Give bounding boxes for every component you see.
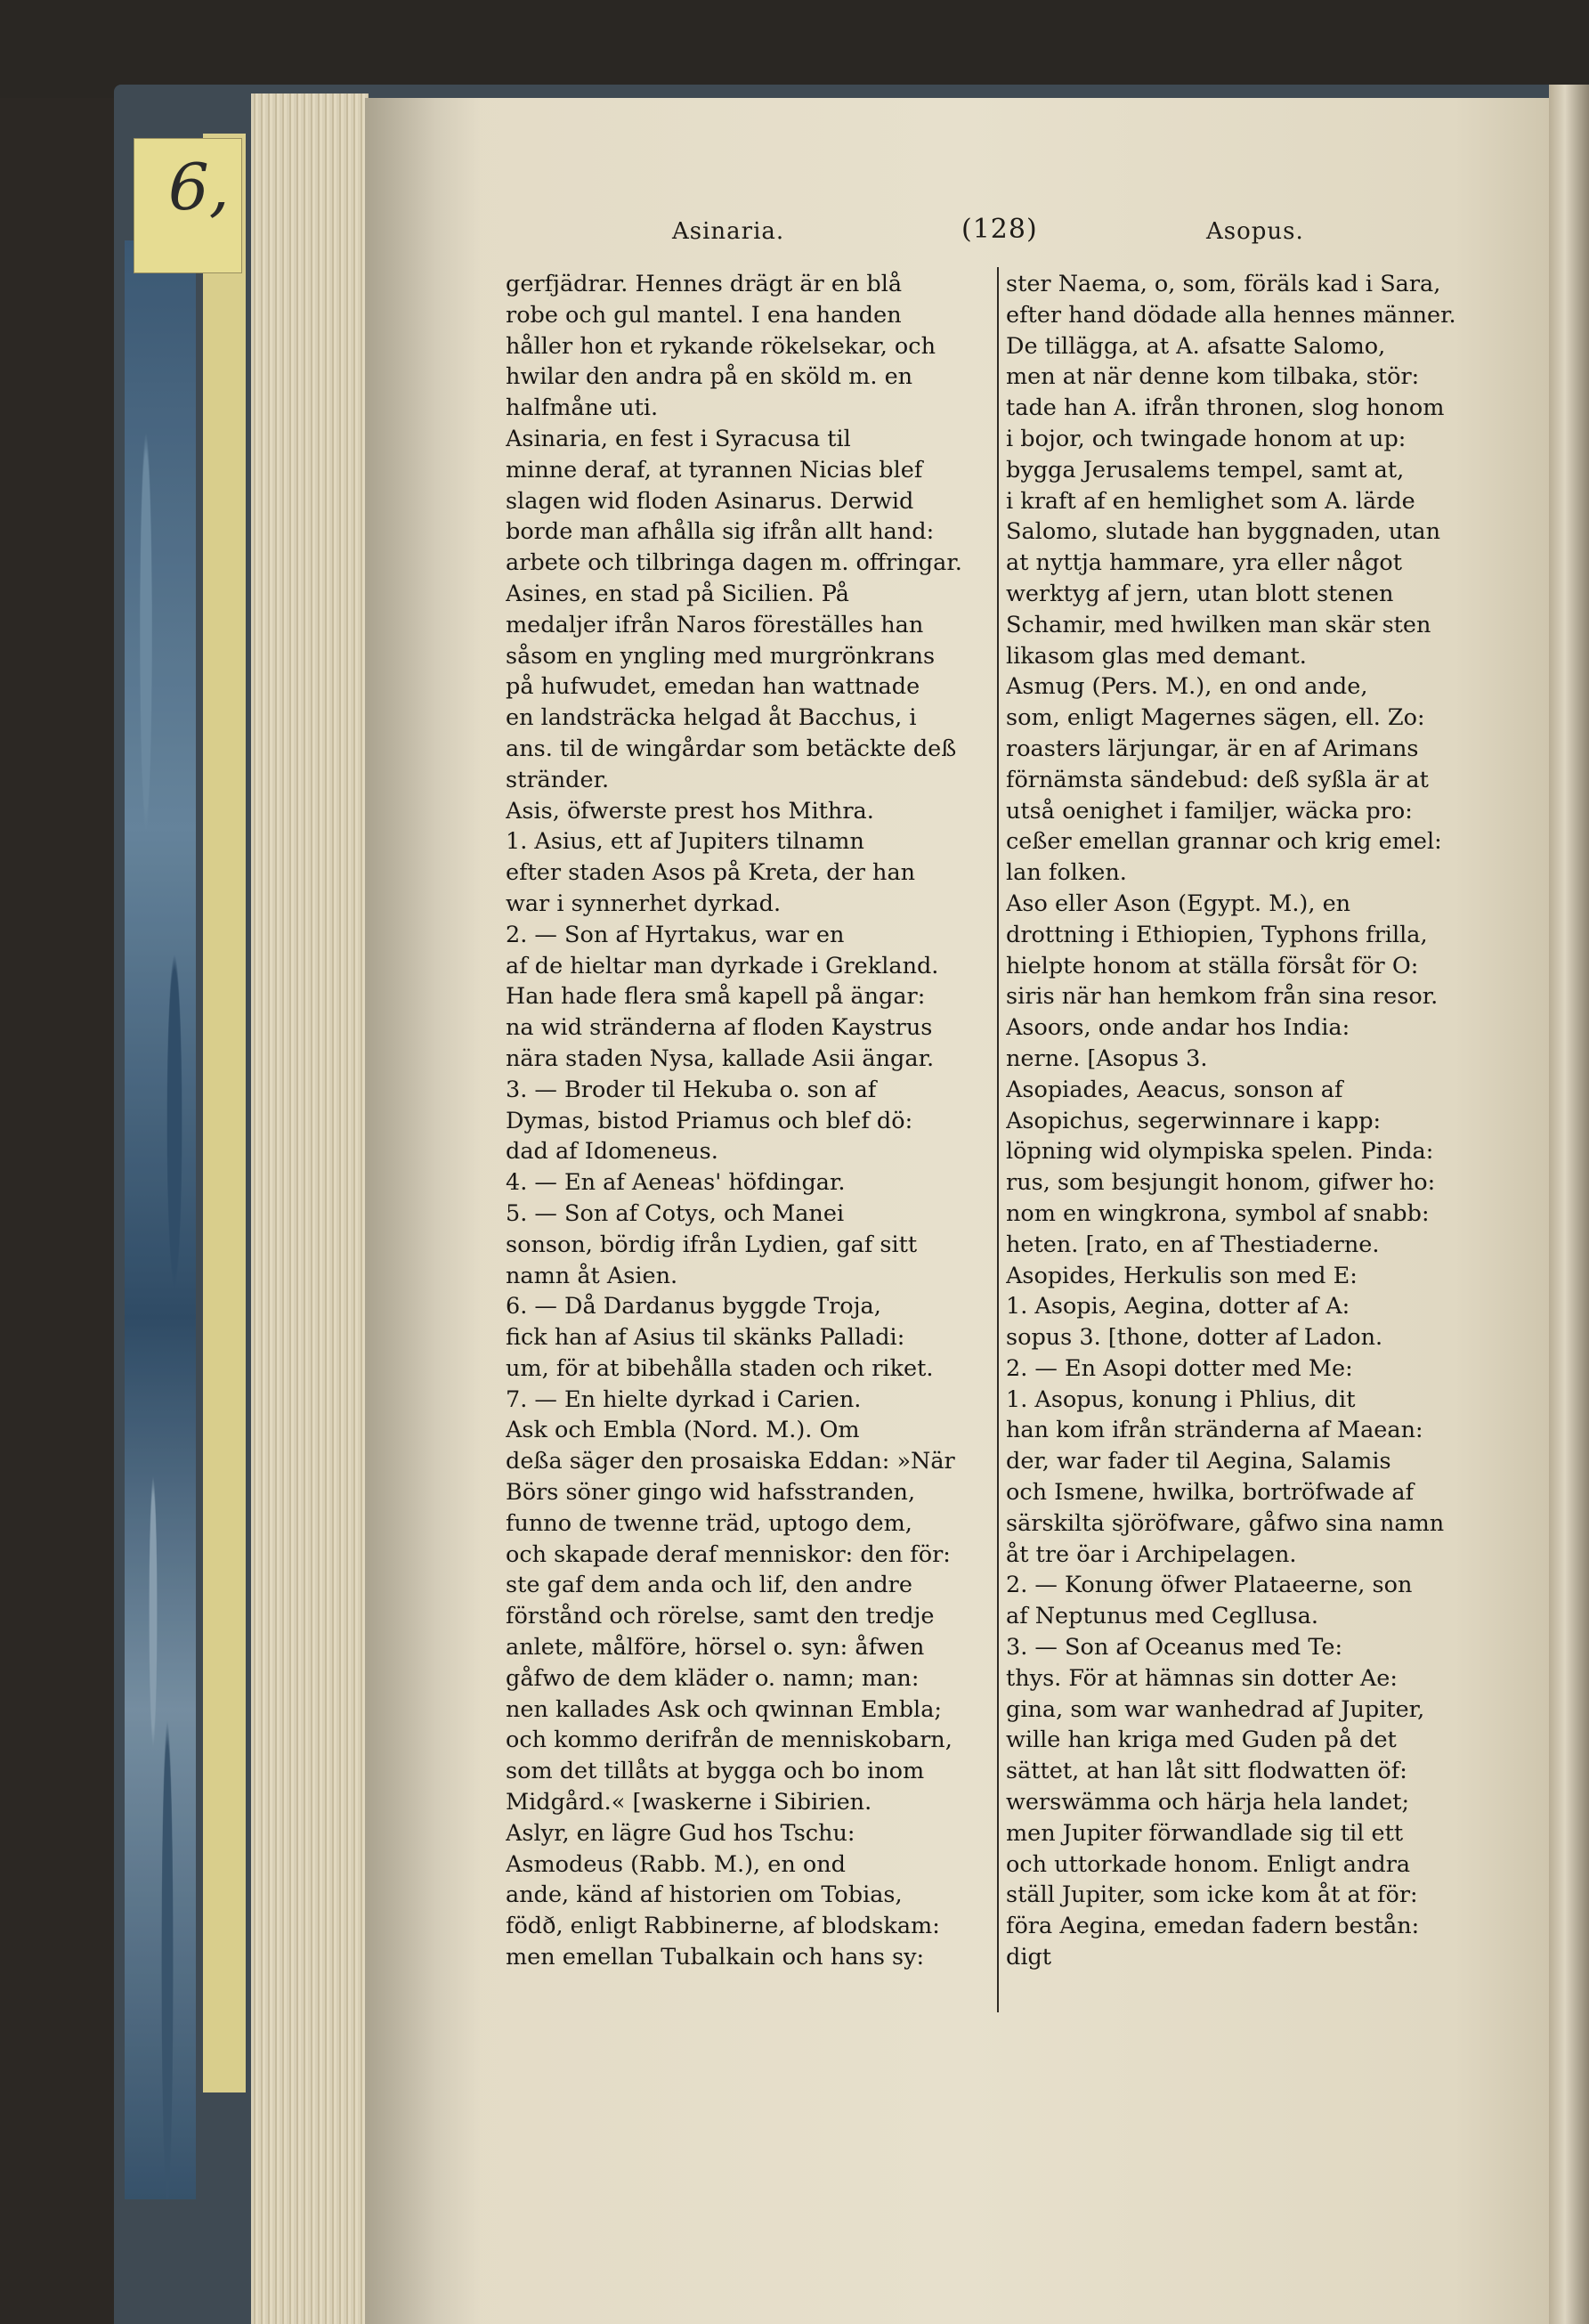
text-line: 3. — Son af Oceanus med Te:: [1006, 1634, 1343, 1662]
text-line: robe och gul mantel. I ena handen: [506, 301, 902, 329]
text-line: sopus 3. [thone, dotter af Ladon.: [1006, 1324, 1383, 1352]
text-line: Midgård.« [waskerne i Sibirien.: [506, 1789, 872, 1816]
text-line: ande, känd af historien om Tobias,: [506, 1881, 903, 1909]
text-line: at nyttja hammare, yra eller något: [1006, 549, 1403, 577]
marbled-endpaper: [125, 240, 196, 2199]
text-line: af de hieltar man dyrkade i Grekland.: [506, 952, 939, 979]
text-line: 2. — Konung öfwer Plataeerne, son: [1006, 1572, 1413, 1599]
text-line: sonson, bördig ifrån Lydien, gaf sitt: [506, 1231, 918, 1258]
text-line: war i synnerhet dyrkad.: [506, 890, 782, 917]
text-line: födð, enligt Rabbinerne, af blodskam:: [506, 1913, 940, 1940]
text-line: Asines, en stad på Sicilien. På: [506, 580, 849, 607]
text-line: men Jupiter förwandlade sig til ett: [1006, 1819, 1404, 1847]
text-line: men at när denne kom tilbaka, stör:: [1006, 363, 1420, 391]
running-header-right: Asopus.: [1206, 218, 1304, 245]
text-line: förstånd och rörelse, samt den tredje: [506, 1603, 935, 1630]
text-line: 6. — Då Dardanus byggde Troja,: [506, 1293, 881, 1320]
text-line: rus, som besjungit honom, gifwer ho:: [1006, 1169, 1436, 1197]
text-line: heten. [rato, en af Thestiaderne.: [1006, 1231, 1380, 1258]
text-line: efter staden Asos på Kreta, der han: [506, 859, 916, 887]
text-line: 5. — Son af Cotys, och Manei: [506, 1199, 845, 1227]
text-line: borde man afhålla sig ifrån allt hand:: [506, 518, 935, 546]
column-divider: [997, 267, 999, 2012]
text-line: Schamir, med hwilken man skär sten: [1006, 611, 1431, 638]
text-line: nom en wingkrona, symbol af snabb:: [1006, 1199, 1430, 1227]
text-line: ster Naema, o, som, föräls kad i Sara,: [1006, 271, 1441, 297]
text-line: werswämma och härja hela landet;: [1006, 1789, 1410, 1816]
text-line: såsom en yngling med murgrönkrans: [506, 642, 936, 670]
text-line: och skapade deraf menniskor: den för:: [506, 1540, 951, 1568]
text-line: halfmåne uti.: [506, 394, 659, 422]
text-line: nära staden Nysa, kallade Asii ängar.: [506, 1044, 935, 1072]
text-line: i kraft af en hemlighet som A. lärde: [1006, 487, 1415, 515]
text-line: Asopichus, segerwinnare i kapp:: [1006, 1107, 1382, 1134]
text-line: tade han A. ifrån thronen, slog honom: [1006, 394, 1445, 422]
text-line: Asopiades, Aeacus, sonson af: [1006, 1076, 1343, 1103]
text-line: digt: [1006, 1944, 1052, 1971]
text-line: werktyg af jern, utan blott stenen: [1006, 580, 1394, 607]
text-line: håller hon et rykande rökelsekar, och: [506, 332, 936, 360]
text-line: arbete och tilbringa dagen m. offringar.: [506, 549, 962, 577]
text-line: af Neptunus med Cegllusa.: [1006, 1603, 1318, 1630]
text-line: 3. — Broder til Hekuba o. son af: [506, 1076, 877, 1103]
text-line: nerne. [Asopus 3.: [1006, 1044, 1208, 1072]
text-line: han kom ifrån stränderna af Maean:: [1006, 1417, 1423, 1444]
text-line: och uttorkade honom. Enligt andra: [1006, 1850, 1411, 1878]
text-line: anlete, målföre, hörsel o. syn: åfwen: [506, 1634, 925, 1662]
text-line: hielpte honom at ställa försåt för O:: [1006, 952, 1419, 979]
gutter-shadow: [365, 98, 481, 2324]
text-line: 1. Asopis, Aegina, dotter af A:: [1006, 1293, 1350, 1320]
text-line: thys. För at hämnas sin dotter Ae:: [1006, 1664, 1398, 1692]
text-line: som det tillåts at bygga och bo inom: [506, 1758, 925, 1785]
text-line: Asis, öfwerste prest hos Mithra.: [506, 797, 874, 825]
text-line: särskilta sjöröfware, gåfwo sina namn: [1006, 1509, 1445, 1537]
text-line: ställ Jupiter, som icke kom åt at för:: [1006, 1881, 1418, 1909]
text-line: utså oenighet i familjer, wäcka pro:: [1006, 797, 1413, 825]
cover-right-edge: [1549, 85, 1589, 2324]
text-line: medaljer ifrån Naros föreställes han: [506, 611, 924, 638]
text-line: deßa säger den prosaiska Eddan: »När: [506, 1448, 955, 1475]
text-line: hwilar den andra på en sköld m. en: [506, 363, 913, 391]
text-line: Asopides, Herkulis son med E:: [1006, 1262, 1358, 1289]
text-line: slagen wid floden Asinarus. Derwid: [506, 487, 914, 515]
spine-paper-strip: [203, 134, 246, 2092]
running-header-left: Asinaria.: [672, 218, 785, 245]
text-line: 2. — En Asopi dotter med Me:: [1006, 1354, 1353, 1382]
text-line: ceßer emellan grannar och krig emel:: [1006, 828, 1442, 856]
text-line: på hufwudet, emedan han wattnade: [506, 673, 920, 701]
text-line: och kommo derifrån de menniskobarn,: [506, 1727, 953, 1754]
text-line: en landsträcka helgad åt Bacchus, i: [506, 704, 917, 732]
text-line: um, för at bibehålla staden och riket.: [506, 1354, 934, 1382]
text-line: gerfjädrar. Hennes drägt är en blå: [506, 271, 903, 297]
text-line: i bojor, och twingade honom at up:: [1006, 425, 1407, 452]
text-line: wille han kriga med Guden på det: [1006, 1727, 1397, 1754]
text-line: som, enligt Magernes sägen, ell. Zo:: [1006, 704, 1425, 732]
text-line: stränder.: [506, 766, 610, 793]
text-line: Asoors, onde andar hos India:: [1006, 1014, 1350, 1042]
text-line: fick han af Asius til skänks Palladi:: [506, 1324, 905, 1352]
text-line: dad af Idomeneus.: [506, 1138, 718, 1166]
text-line: siris när han hemkom från sina resor.: [1006, 983, 1439, 1011]
text-line: lan folken.: [1006, 859, 1127, 887]
text-line: Ask och Embla (Nord. M.). Om: [506, 1417, 860, 1444]
text-line: De tillägga, at A. afsatte Salomo,: [1006, 332, 1386, 360]
page-stack-edges: [251, 93, 369, 2324]
text-line: roasters lärjungar, är en af Arimans: [1006, 735, 1419, 762]
text-line: likasom glas med demant.: [1006, 642, 1307, 670]
text-line: och Ismene, hwilka, bortröfwade af: [1006, 1479, 1415, 1507]
text-line: 7. — En hielte dyrkad i Carien.: [506, 1385, 862, 1413]
text-column-left: [506, 269, 991, 2014]
text-line: åt tre öar i Archipelagen.: [1006, 1540, 1297, 1568]
text-line: sättet, at han låt sitt flodwatten öf:: [1006, 1758, 1407, 1785]
text-line: Salomo, slutade han byggnaden, utan: [1006, 518, 1441, 546]
text-line: gina, som war wanhedrad af Jupiter,: [1006, 1695, 1425, 1723]
text-line: der, war fader til Aegina, Salamis: [1006, 1448, 1391, 1475]
text-line: minne deraf, at tyrannen Nicias blef: [506, 456, 923, 483]
text-line: men emellan Tubalkain och hans sy:: [506, 1944, 925, 1971]
text-line: Aso eller Ason (Egypt. M.), en: [1006, 890, 1351, 917]
text-line: 4. — En af Aeneas' höfdingar.: [506, 1169, 846, 1197]
text-line: efter hand dödade alla hennes männer.: [1006, 301, 1456, 329]
text-line: funno de twenne träd, uptogo dem,: [506, 1509, 912, 1537]
text-line: ans. til de wingårdar som betäckte deß: [506, 735, 957, 762]
label-text: 6,: [168, 150, 230, 224]
text-line: namn åt Asien.: [506, 1262, 678, 1289]
text-column-right: [1006, 269, 1491, 2014]
text-line: Asmodeus (Rabb. M.), en ond: [506, 1850, 846, 1878]
text-line: föra Aegina, emedan fadern bestån:: [1006, 1913, 1420, 1940]
text-line: Asinaria, en fest i Syracusa til: [506, 425, 851, 452]
text-line: 1. Asius, ett af Jupiters tilnamn: [506, 828, 864, 856]
text-line: gåfwo de dem kläder o. namn; man:: [506, 1664, 920, 1692]
text-line: na wid stränderna af floden Kaystrus: [506, 1014, 933, 1042]
text-line: Börs söner gingo wid hafsstranden,: [506, 1479, 916, 1507]
text-line: Asmug (Pers. M.), en ond ande,: [1006, 673, 1368, 701]
text-line: bygga Jerusalems tempel, samt at,: [1006, 456, 1405, 483]
handwritten-label: [134, 138, 242, 273]
text-line: drottning i Ethiopien, Typhons frilla,: [1006, 921, 1428, 948]
text-line: 2. — Son af Hyrtakus, war en: [506, 921, 845, 948]
page-number: (128): [961, 214, 1038, 245]
text-line: Dymas, bistod Priamus och blef dö:: [506, 1107, 913, 1134]
text-line: Han hade flera små kapell på ängar:: [506, 983, 926, 1011]
text-line: förnämsta sändebud: deß syßla är at: [1006, 766, 1429, 793]
text-line: löpning wid olympiska spelen. Pinda:: [1006, 1138, 1434, 1166]
background-desk: [0, 0, 1589, 98]
text-line: ste gaf dem anda och lif, den andre: [506, 1572, 912, 1599]
text-line: Aslyr, en lägre Gud hos Tschu:: [506, 1819, 855, 1847]
text-line: nen kallades Ask och qwinnan Embla;: [506, 1695, 942, 1723]
text-line: 1. Asopus, konung i Phlius, dit: [1006, 1385, 1356, 1413]
